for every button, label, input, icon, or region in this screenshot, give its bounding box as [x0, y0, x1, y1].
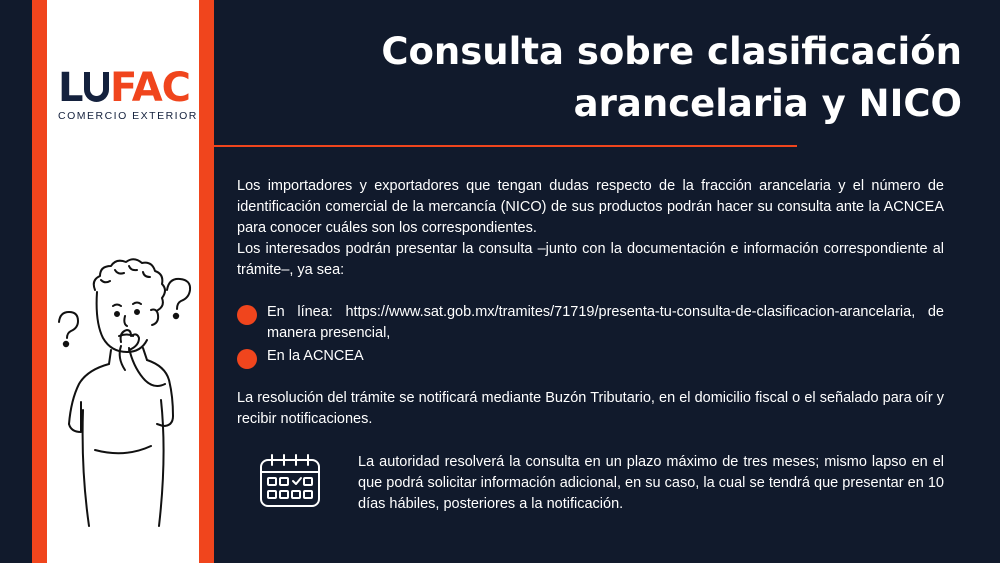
- page-title: [322, 26, 962, 130]
- bullet-dot-icon: [237, 349, 257, 369]
- list-item: [237, 346, 944, 367]
- logo-o-shape: [84, 72, 109, 102]
- logo-subtitle: COMERCIO EXTERIOR: [58, 110, 198, 122]
- intro-paragraph: [237, 176, 944, 281]
- logo-letter-l: L: [58, 65, 83, 111]
- logo-letters-fac: FAC: [109, 65, 190, 111]
- logo-wordmark: [58, 65, 190, 111]
- list-item: [237, 302, 944, 344]
- list-item-text: En línea: https://www.sat.gob.mx/tramites/71719/presenta-tu-consulta-de-clasificacion-arancelaria, de manera presencial,: [267, 304, 944, 341]
- intro-text: Los importadores y exportadores que tengan dudas respecto de la fracción arancelaria y el número de identificación comercial de la mercancía (NICO) de sus productos podrán hacer su consulta ante la ACNCEA para conocer cuáles son los correspondientes.: [237, 178, 944, 236]
- options-intro-text: Los interesados podrán presentar la consulta –junto con la documentación e información correspondiente al trámite–, ya sea:: [237, 241, 944, 278]
- deadline-paragraph: La autoridad resolverá la consulta en un plazo máximo de tres meses; mismo lapso en el que podrá solicitar información adicional, en su caso, la cual se tendrá que presentar en 10 días hábiles, posteriores a la notificación.: [358, 454, 944, 512]
- title-divider: [214, 145, 797, 147]
- thinking-person-icon: [55, 250, 200, 550]
- list-item-text: En la ACNCEA: [267, 348, 364, 364]
- calendar-icon: [259, 452, 321, 508]
- options-list: [237, 302, 944, 367]
- title-line-1: Consulta sobre clasificación: [381, 30, 962, 73]
- logo: [58, 65, 198, 122]
- resolution-paragraph: La resolución del trámite se notificará mediante Buzón Tributario, en el domicilio fiscal o el señalado para oír y recibir notificaciones.: [237, 390, 944, 427]
- bullet-dot-icon: [237, 305, 257, 325]
- title-line-2: arancelaria y NICO: [573, 82, 962, 125]
